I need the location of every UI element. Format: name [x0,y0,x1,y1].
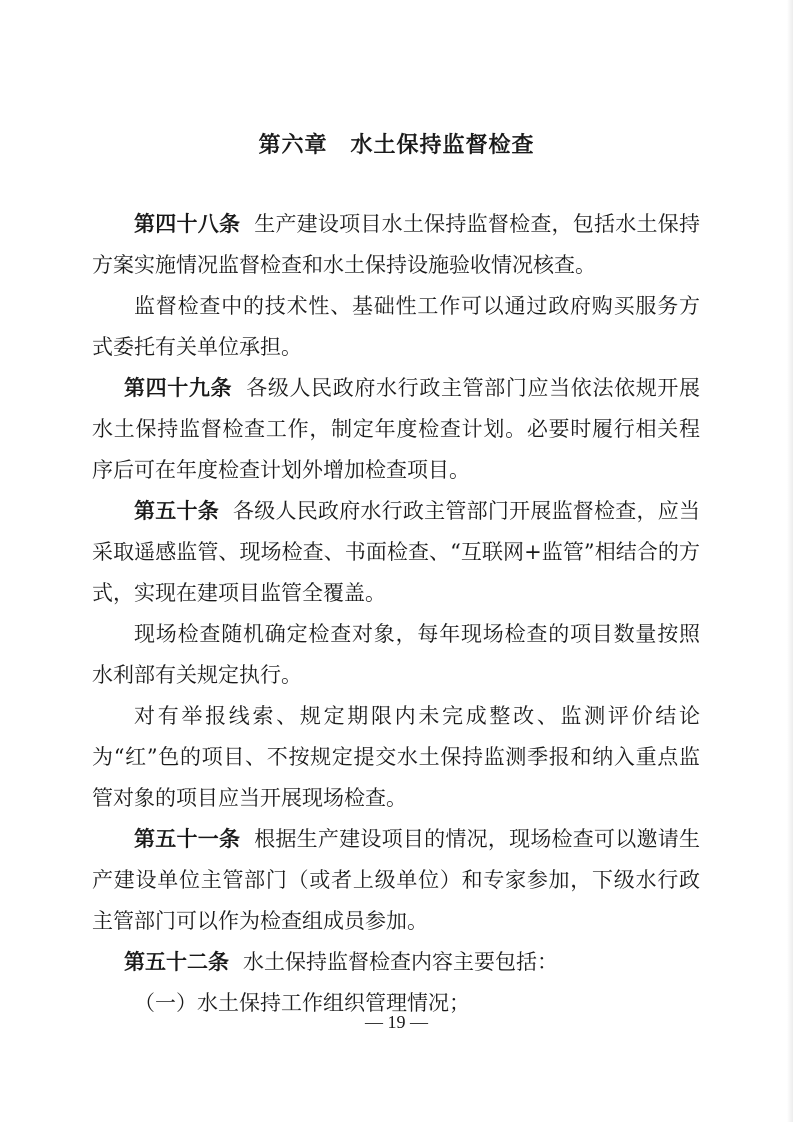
list-item: （一）水土保持工作组织管理情况； [134,991,470,1015]
article-49 [92,368,700,491]
article-text: 各级人民政府水行政主管部门应当依法依规开展水土保持监督检查工作，制定年度检查计划。必要时履行相关程序后可在年度检查计划外增加检查项目。 [92,376,701,482]
article-text: 水土保持监督检查内容主要包括： [243,950,558,974]
article-number: 第四十八条 [134,212,241,236]
chapter-title: 第六章 水土保持监督检查 [258,133,535,158]
article-number: 第五十条 [134,499,219,523]
article-48-paragraph-2 [92,286,700,368]
paragraph-text: 监督检查中的技术性、基础性工作可以通过政府购买服务方式委托有关单位承担。 [92,294,700,359]
article-52 [92,942,700,983]
article-51 [92,819,700,942]
article-50 [92,491,700,614]
article-48 [92,204,700,286]
article-number: 第四十九条 [124,376,233,400]
page-number: — 19 — [365,1012,428,1032]
article-text: 各级人民政府水行政主管部门开展监督检查，应当采取遥感监管、现场检查、书面检查、“互联网+监管”相结合的方式，实现在建项目监管全覆盖。 [92,499,701,605]
article-text: 根据生产建设项目的情况，现场检查可以邀请生产建设单位主管部门（或者上级单位）和专家参加，下级水行政主管部门可以作为检查组成员参加。 [92,827,701,933]
article-number: 第五十二条 [124,950,229,974]
article-number: 第五十一条 [134,827,241,851]
article-50-paragraph-3 [92,696,700,819]
article-50-paragraph-2 [92,614,700,696]
paragraph-text: 对有举报线索、规定期限内未完成整改、监测评价结论为“红”色的项目、不按规定提交水土保持监测季报和纳入重点监管对象的项目应当开展现场检查。 [92,704,700,810]
paragraph-text: 现场检查随机确定检查对象，每年现场检查的项目数量按照水利部有关规定执行。 [92,622,700,687]
body-text [92,204,700,1024]
page-edge-shadow [787,0,793,1122]
article-text: 生产建设项目水土保持监督检查，包括水土保持方案实施情况监督检查和水土保持设施验收情况核查。 [92,212,701,277]
